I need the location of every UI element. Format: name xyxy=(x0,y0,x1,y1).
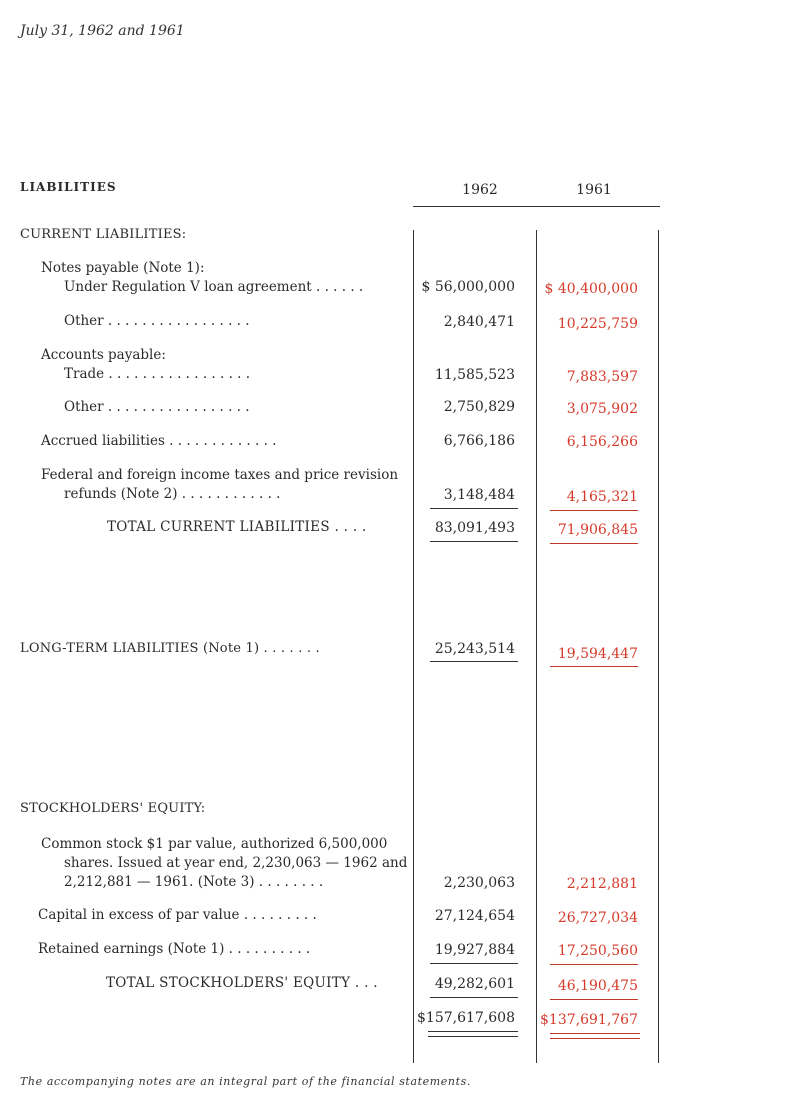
common-stock-label: 2,212,881 — 1961. (Note 3) . . . . . . . . xyxy=(64,874,324,890)
column-rule-right xyxy=(658,230,659,1063)
equity-title: STOCKHOLDERS' EQUITY: xyxy=(20,801,206,816)
retained-1962-underline xyxy=(430,963,518,964)
notes-other-1961: 10,225,759 xyxy=(557,316,638,332)
year-1962-header: 1962 xyxy=(462,182,498,198)
long-term-1962-underline xyxy=(430,661,518,662)
current-liabilities-title: CURRENT LIABILITIES: xyxy=(20,227,187,242)
taxes-label: refunds (Note 2) . . . . . . . . . . . . xyxy=(64,486,281,502)
year-1961-header: 1961 xyxy=(576,182,612,198)
taxes-label-line1: Federal and foreign income taxes and price revision xyxy=(41,467,399,483)
notes-other-label: Other . . . . . . . . . . . . . . . . . xyxy=(64,313,250,329)
long-term-1961-underline xyxy=(550,666,638,667)
payable-other-1962: 2,750,829 xyxy=(443,399,515,415)
common-stock-line2: shares. Issued at year end, 2,230,063 — 1962 and xyxy=(64,855,408,871)
retained-earnings-label: Retained earnings (Note 1) . . . . . . . . . . xyxy=(38,941,311,957)
total-equity-1961-underline xyxy=(550,999,638,1000)
long-term-label: LONG-TERM LIABILITIES (Note 1) . . . . . . . xyxy=(20,641,320,656)
statement-date: July 31, 1962 and 1961 xyxy=(20,23,185,39)
accounts-payable-label: Accounts payable: xyxy=(41,347,166,363)
notes-payable-label: Notes payable (Note 1): xyxy=(41,260,205,276)
common-stock-line1: Common stock $1 par value, authorized 6,500,000 xyxy=(41,836,388,852)
common-stock-1962: 2,230,063 xyxy=(443,875,515,891)
footnote: The accompanying notes are an integral part of the financial statements. xyxy=(20,1075,471,1088)
taxes-1962-underline xyxy=(430,508,518,509)
trade-1961: 7,883,597 xyxy=(566,369,638,385)
total-equity-1961: 46,190,475 xyxy=(557,978,638,994)
retained-earnings-1962: 19,927,884 xyxy=(434,942,515,958)
taxes-1962: 3,148,484 xyxy=(443,487,515,503)
capital-excess-1961: 26,727,034 xyxy=(557,910,638,926)
trade-label: Trade . . . . . . . . . . . . . . . . . xyxy=(64,366,251,382)
header-rule xyxy=(413,206,660,207)
notes-other-1962: 2,840,471 xyxy=(443,314,515,330)
total-current-1961-underline xyxy=(550,543,638,544)
total-equity-1962: 49,282,601 xyxy=(434,976,515,992)
accrued-1962: 6,766,186 xyxy=(443,433,515,449)
long-term-1961: 19,594,447 xyxy=(557,646,638,662)
taxes-1961-underline xyxy=(550,510,638,511)
retained-earnings-1961: 17,250,560 xyxy=(557,943,638,959)
total-current-1962: 83,091,493 xyxy=(434,520,515,536)
total-equity-label: TOTAL STOCKHOLDERS' EQUITY . . . xyxy=(106,975,378,991)
taxes-1961: 4,165,321 xyxy=(566,489,638,505)
regulation-v-1962: $ 56,000,000 xyxy=(421,279,515,295)
total-current-1962-underline xyxy=(430,541,518,542)
long-term-1962: 25,243,514 xyxy=(434,641,515,657)
accrued-label: Accrued liabilities . . . . . . . . . . . . . xyxy=(41,433,277,449)
payable-other-label: Other . . . . . . . . . . . . . . . . . xyxy=(64,399,250,415)
regulation-v-label: Under Regulation V loan agreement . . . . . . xyxy=(64,279,364,295)
regulation-v-1961: $ 40,400,000 xyxy=(544,281,638,297)
grand-total-1962-double-underline xyxy=(428,1031,518,1037)
total-equity-1962-underline xyxy=(430,997,518,998)
payable-other-1961: 3,075,902 xyxy=(566,401,638,417)
grand-total-1961-double-underline xyxy=(550,1033,640,1039)
total-current-label: TOTAL CURRENT LIABILITIES . . . . xyxy=(107,519,367,535)
grand-total-1961: $137,691,767 xyxy=(540,1012,638,1028)
trade-1962: 11,585,523 xyxy=(434,367,515,383)
grand-total-1962: $157,617,608 xyxy=(417,1010,515,1026)
accrued-1961: 6,156,266 xyxy=(566,434,638,450)
total-current-1961: 71,906,845 xyxy=(557,522,638,538)
retained-1961-underline xyxy=(550,964,638,965)
capital-excess-1962: 27,124,654 xyxy=(434,908,515,924)
liabilities-heading: LIABILITIES xyxy=(20,180,117,194)
common-stock-1961: 2,212,881 xyxy=(566,876,638,892)
capital-excess-label: Capital in excess of par value . . . . . . . . . xyxy=(38,907,317,923)
